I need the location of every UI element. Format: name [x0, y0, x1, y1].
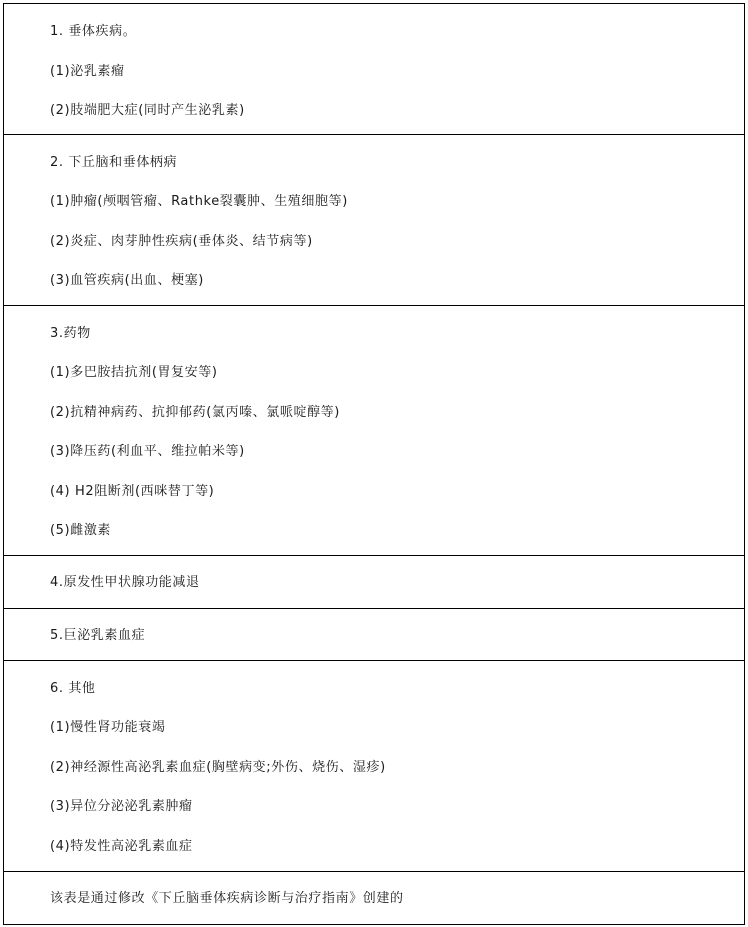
section-title: 2. 下丘脑和垂体柄病 — [50, 155, 178, 170]
list-item: (3)血管疾病(出血、梗塞) — [50, 273, 204, 288]
section-title: 6. 其他 — [50, 681, 96, 696]
list-item: (1)泌乳素瘤 — [50, 64, 125, 79]
section-macroprolactinemia — [4, 609, 744, 661]
section-title: 4.原发性甲状腺功能减退 — [50, 575, 200, 590]
section-other — [4, 661, 744, 872]
list-item: (5)雌激素 — [50, 523, 112, 538]
footer-note: 该表是通过修改《下丘脑垂体疾病诊断与治疗指南》创建的 — [50, 891, 404, 906]
list-item: (1)慢性肾功能衰竭 — [50, 720, 166, 735]
section-title: 3.药物 — [50, 326, 91, 341]
list-item: (2)肢端肥大症(同时产生泌乳素) — [50, 103, 245, 118]
list-item: (2)炎症、肉芽肿性疾病(垂体炎、结节病等) — [50, 234, 313, 249]
section-hypothalamus-stalk-disease — [4, 135, 744, 306]
list-item: (2)抗精神病药、抗抑郁药(氯丙嗪、氯哌啶醇等) — [50, 405, 340, 420]
section-title: 1. 垂体疾病。 — [50, 24, 137, 39]
prolactinemia-causes-table — [3, 3, 745, 925]
section-drugs — [4, 306, 744, 556]
section-pituitary-disease — [4, 4, 744, 135]
list-item: (2)神经源性高泌乳素血症(胸壁病变;外伤、烧伤、湿疹) — [50, 760, 386, 775]
list-item: (4)特发性高泌乳素血症 — [50, 839, 193, 854]
list-item: (3)降压药(利血平、维拉帕米等) — [50, 444, 245, 459]
list-item: (4) H2阻断剂(西咪替丁等) — [50, 484, 215, 499]
list-item: (3)异位分泌泌乳素肿瘤 — [50, 799, 193, 814]
list-item: (1)多巴胺拮抗剂(胃复安等) — [50, 365, 218, 380]
footer-note-row — [4, 872, 744, 925]
section-title: 5.巨泌乳素血症 — [50, 628, 146, 643]
section-hypothyroidism — [4, 556, 744, 609]
list-item: (1)肿瘤(颅咽管瘤、Rathke裂囊肿、生殖细胞等) — [50, 194, 348, 209]
